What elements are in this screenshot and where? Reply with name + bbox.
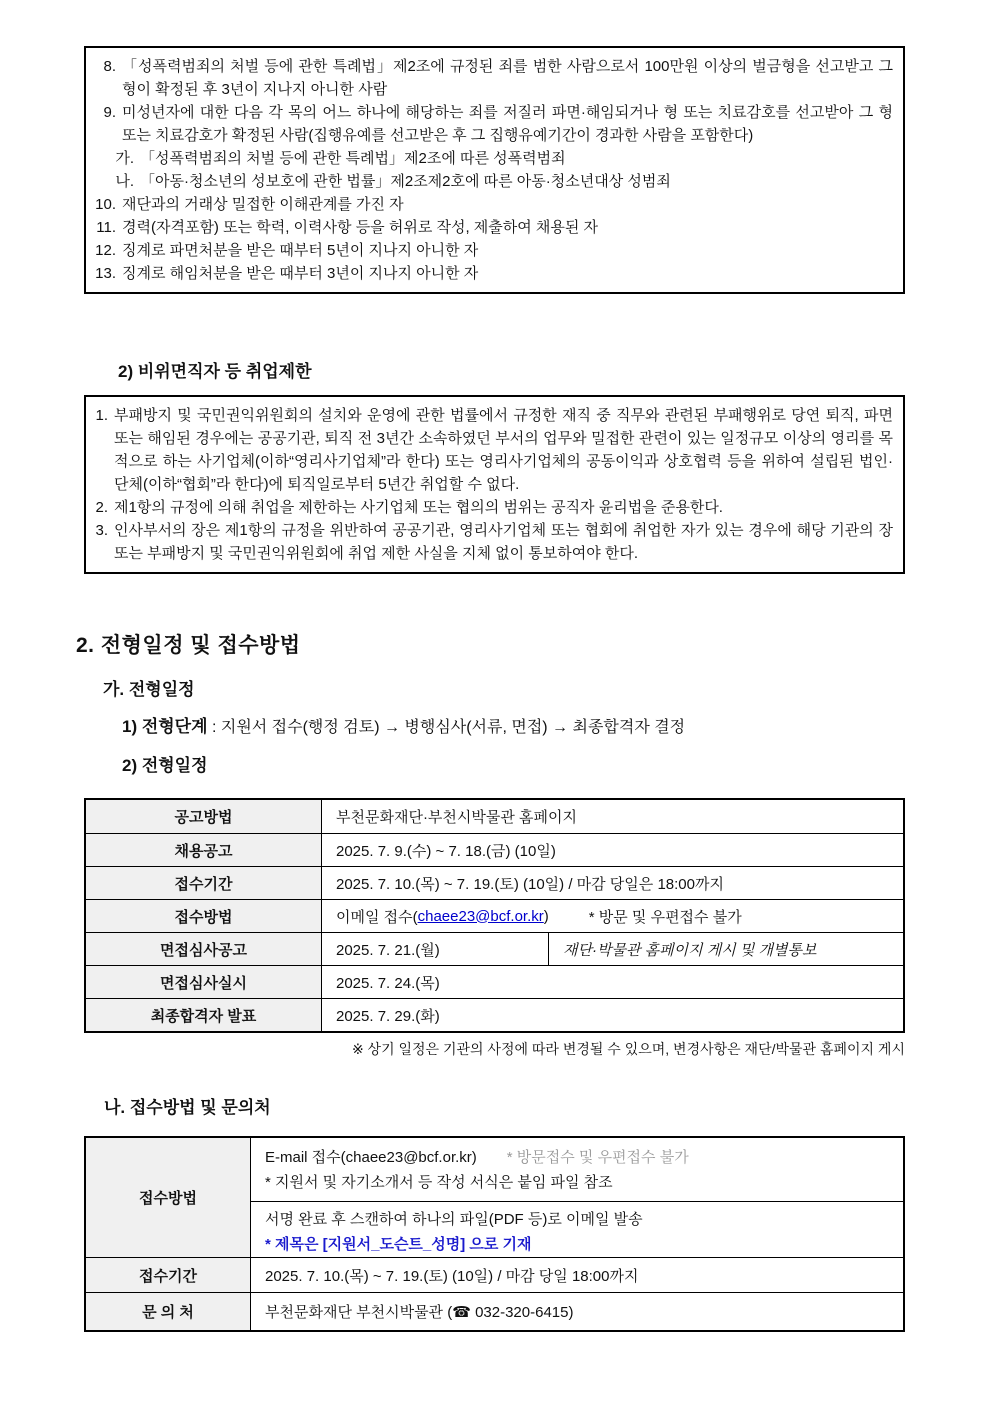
interview-announce-date: 2025. 7. 21.(월)	[336, 941, 440, 959]
contact-table	[84, 1136, 905, 1332]
email-link[interactable]: chaee23@bcf.or.kr	[417, 907, 544, 925]
item-number: 가.	[115, 150, 134, 167]
row-value: 부천문화재단·부천시박물관 홈페이지	[336, 809, 578, 826]
exclusion-rules-box	[84, 46, 905, 294]
subject-format-note: * 제목은 [지원서_도슨트_성명] 으로 기재	[265, 1236, 532, 1253]
visit-post-forbidden-note: * 방문 및 우편접수 불가	[588, 908, 742, 926]
restriction-item	[92, 496, 893, 519]
exclusion-item	[92, 101, 893, 147]
item-number: 8.	[103, 58, 116, 75]
item-text: 재단과의 거래상 밀접한 이해관계를 가진 자	[122, 196, 404, 213]
visit-post-forbidden-note: * 방문접수 및 우편접수 불가	[506, 1149, 689, 1166]
table-row-job-posting	[86, 833, 903, 866]
exclusion-item	[92, 216, 893, 239]
table-row-announce-method	[86, 800, 903, 833]
item-number: 13.	[95, 265, 116, 282]
item-number: 2.	[95, 499, 108, 516]
exclusion-item	[92, 193, 893, 216]
item-text: 미성년자에 대한 다음 각 목의 어느 하나에 해당하는 죄를 저질러 파면·해임되거나 형 또는 치료감호를 선고받아 그 형 또는 치료감호가 확정된 사람(집행유예를 선고받은 후 그 집행유예기간이 경과한 사람을 포함한다)	[122, 104, 893, 144]
row-label: 면접심사실시	[86, 966, 322, 998]
row-label: 면접심사공고	[86, 933, 322, 965]
exclusion-item	[92, 262, 893, 285]
row-value	[322, 933, 903, 965]
row-label: 접수방법	[86, 900, 322, 932]
schedule-table	[84, 798, 905, 1033]
item-number: 10.	[95, 196, 116, 213]
exclusion-subitem	[92, 147, 893, 170]
item-text: 징계로 파면처분을 받은 때부터 5년이 지나지 아니한 자	[122, 242, 479, 259]
schedule-note: ※ 상기 일정은 기관의 사정에 따라 변경될 수 있으며, 변경사항은 재단/박물관 홈페이지 게시	[351, 1041, 905, 1057]
row-value: 부천문화재단 부천시박물관 (☎ 032-320-6415)	[265, 1304, 574, 1321]
row-label: 접수기간	[86, 1258, 251, 1292]
restriction-item	[92, 519, 893, 565]
item-text: 제1항의 규정에 의해 취업을 제한하는 사기업체 또는 협의의 범위는 공직자 윤리법을 준용한다.	[114, 499, 723, 516]
row-label: 최종합격자 발표	[86, 999, 322, 1031]
scan-send-line: 서명 완료 후 스캔하여 하나의 파일(PDF 등)로 이메일 발송	[265, 1211, 643, 1228]
item-text: 인사부서의 장은 제1항의 규정을 위반하여 공공기관, 영리사기업체 또는 협회에 취업한 자가 있는 경우에 해당 기관의 장 또는 부패방지 및 국민권익위원회에 취업 제한 사실을 지체 없이 통보하여야 한다.	[114, 522, 893, 562]
method-email-cell	[251, 1138, 903, 1201]
selection-steps-label: 1) 전형단계	[122, 717, 208, 736]
row-value: 2025. 7. 9.(수) ~ 7. 18.(금) (10일)	[336, 842, 556, 860]
row-value: 2025. 7. 10.(목) ~ 7. 19.(토) (10일) / 마감 당일은 18:00까지	[336, 875, 724, 893]
exclusion-item	[92, 239, 893, 262]
restriction-rules-box	[84, 395, 905, 574]
row-value: 2025. 7. 29.(화)	[336, 1007, 440, 1025]
selection-steps-line	[122, 712, 685, 737]
form-reference-note: * 지원서 및 자기소개서 등 작성 서식은 붙임 파일 참조	[265, 1174, 613, 1191]
table-row-method	[86, 1138, 903, 1257]
item-number: 12.	[95, 242, 116, 259]
table-row-final-result	[86, 998, 903, 1031]
item-text: 「성폭력범죄의 처벌 등에 관한 특례법」제2조에 규정된 죄를 범한 사람으로서 100만원 이상의 벌금형을 선고받고 그 형이 확정된 후 3년이 지나지 아니한 사람	[122, 58, 893, 98]
table-row-interview-date	[86, 965, 903, 998]
item-text: 「성폭력범죄의 처벌 등에 관한 특례법」제2조에 따른 성폭력범죄	[140, 150, 566, 167]
row-label: 채용공고	[86, 834, 322, 866]
row-label: 접수방법	[86, 1138, 251, 1257]
table-row-receipt-period	[86, 866, 903, 899]
item-number: 3.	[95, 522, 108, 539]
subsection-a-title: 가. 전형일정	[103, 680, 195, 699]
item-number: 나.	[115, 173, 134, 190]
row-label: 공고방법	[86, 800, 322, 833]
subsection-b-title: 나. 접수방법 및 문의처	[104, 1098, 271, 1117]
method-scan-cell	[251, 1201, 903, 1257]
table-row-period	[86, 1257, 903, 1292]
row-value: 2025. 7. 24.(목)	[336, 974, 440, 992]
row-label: 접수기간	[86, 867, 322, 899]
email-pre-text: 이메일 접수(	[336, 908, 418, 926]
item-number: 9.	[103, 104, 116, 121]
restriction-heading: 2) 비위면직자 등 취업제한	[118, 362, 312, 381]
exclusion-subitem	[92, 170, 893, 193]
row-label: 문 의 처	[86, 1293, 251, 1330]
item-number: 11.	[96, 219, 116, 236]
email-receipt-line: E-mail 접수(chaee23@bcf.or.kr)	[265, 1149, 477, 1166]
section-title: 2. 전형일정 및 접수방법	[76, 634, 301, 657]
method-content	[251, 1138, 903, 1257]
selection-steps-text: : 지원서 접수(행정 검토) → 병행심사(서류, 면접) → 최종합격자 결정	[207, 719, 686, 736]
email-post-text: )	[543, 907, 549, 925]
row-value	[322, 900, 903, 932]
table-row-interview-announce	[86, 932, 903, 965]
item-text: 경력(자격포함) 또는 학력, 이력사항 등을 허위로 작성, 제출하여 채용된 자	[122, 219, 599, 236]
interview-announce-channel: 재단·박물관 홈페이지 게시 및 개별통보	[548, 933, 903, 965]
item-text: 「아동·청소년의 성보호에 관한 법률」제2조제2호에 따른 아동·청소년대상 성범죄	[140, 173, 671, 190]
restriction-item	[92, 404, 893, 496]
table-row-receipt-method	[86, 899, 903, 932]
item-text: 징계로 해임처분을 받은 때부터 3년이 지나지 아니한 자	[122, 265, 479, 282]
row-value: 2025. 7. 10.(목) ~ 7. 19.(토) (10일) / 마감 당일 18:00까지	[265, 1267, 639, 1285]
table-row-inquiry	[86, 1292, 903, 1330]
item-text: 부패방지 및 국민권익위원회의 설치와 운영에 관한 법률에서 규정한 재직 중 직무와 관련된 부패행위로 당연 퇴직, 파면 또는 해임된 경우에는 공공기관, 퇴직 전 3년간 소속하였던 부서의 업무와 밀접한 관련이 있는 일정규모 이상의 영리를 목적으로 하는 사기업체(이하“영리사기업체”라 한다) 또는 영리사기업체의 공동이익과 상호협력 등을 위하여 설립된 법인·단체(이하“협회”라 한다)에 퇴직일로부터 5년간 취업할 수 없다.	[114, 407, 893, 493]
item-number: 1.	[95, 407, 108, 424]
schedule-subheading: 2) 전형일정	[122, 756, 208, 775]
exclusion-item	[92, 55, 893, 101]
